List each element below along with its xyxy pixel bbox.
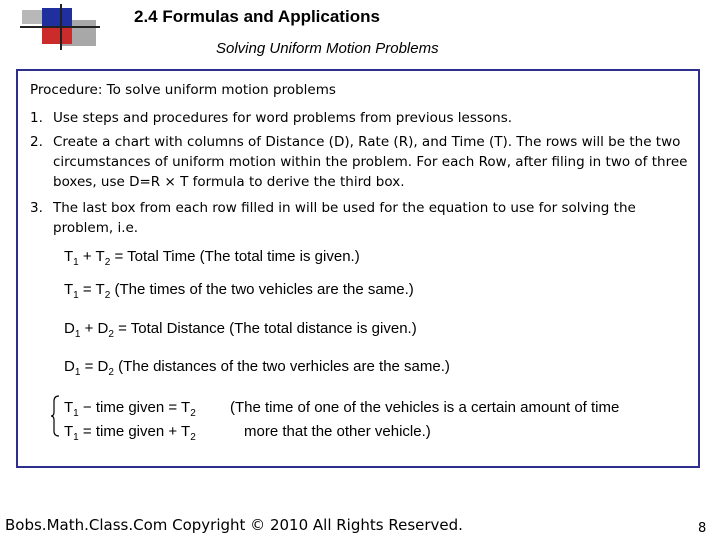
list-item: [30, 198, 690, 238]
brace-icon: [50, 395, 60, 437]
content-box: [16, 69, 700, 468]
equation-equal-distances: $D_1 = D_2$ (The distances of the two verhicles are the same.): [64, 358, 450, 378]
equation-time-difference-b: $T_1$ = time given + $T_2$: [64, 423, 196, 443]
item-text: Create a chart with columns of Distance (D), Rate (R), and Time (T). The rows will be the two circumstances of uniform motion within the problem. For each Row, after filing in two of three boxes, use D=R × T formula to derive the third box.: [53, 134, 688, 190]
equation-time-difference-a: $T_1$ − time given = $T_2$: [64, 399, 196, 419]
page-number: 8: [698, 521, 707, 536]
equation-note-line1: (The time of one of the vehicles is a certain amount of time: [230, 399, 620, 416]
list-item: [30, 132, 690, 192]
equation-equal-times: $T_1 = T_2$ (The times of the two vehicles are the same.): [64, 281, 414, 301]
equation-total-time: $T_1 + T_2$ = Total Time (The total time is given.): [64, 248, 360, 268]
item-text: Use steps and procedures for word problems from previous lessons.: [53, 110, 513, 126]
slide-title: 2.4 Formulas and Applications: [134, 7, 380, 26]
item-number: 3.: [30, 200, 43, 216]
equation-note-line2: more that the other vehicle.): [244, 423, 431, 440]
item-number: 2.: [30, 134, 43, 150]
slide-subtitle: Solving Uniform Motion Problems: [216, 40, 439, 57]
procedure-text: Procedure: To solve uniform motion problems: [30, 82, 336, 98]
logo-graphic: [20, 4, 100, 50]
list-item: [30, 108, 690, 128]
item-text: The last box from each row filled in will be used for the equation to use for solving the problem, i.e.: [53, 200, 636, 236]
equation-total-distance: $D_1 + D_2$ = Total Distance (The total distance is given.): [64, 320, 417, 340]
item-number: 1.: [30, 110, 43, 126]
footer-copyright: Bobs.Math.Class.Com Copyright © 2010 All Rights Reserved.: [5, 516, 463, 534]
